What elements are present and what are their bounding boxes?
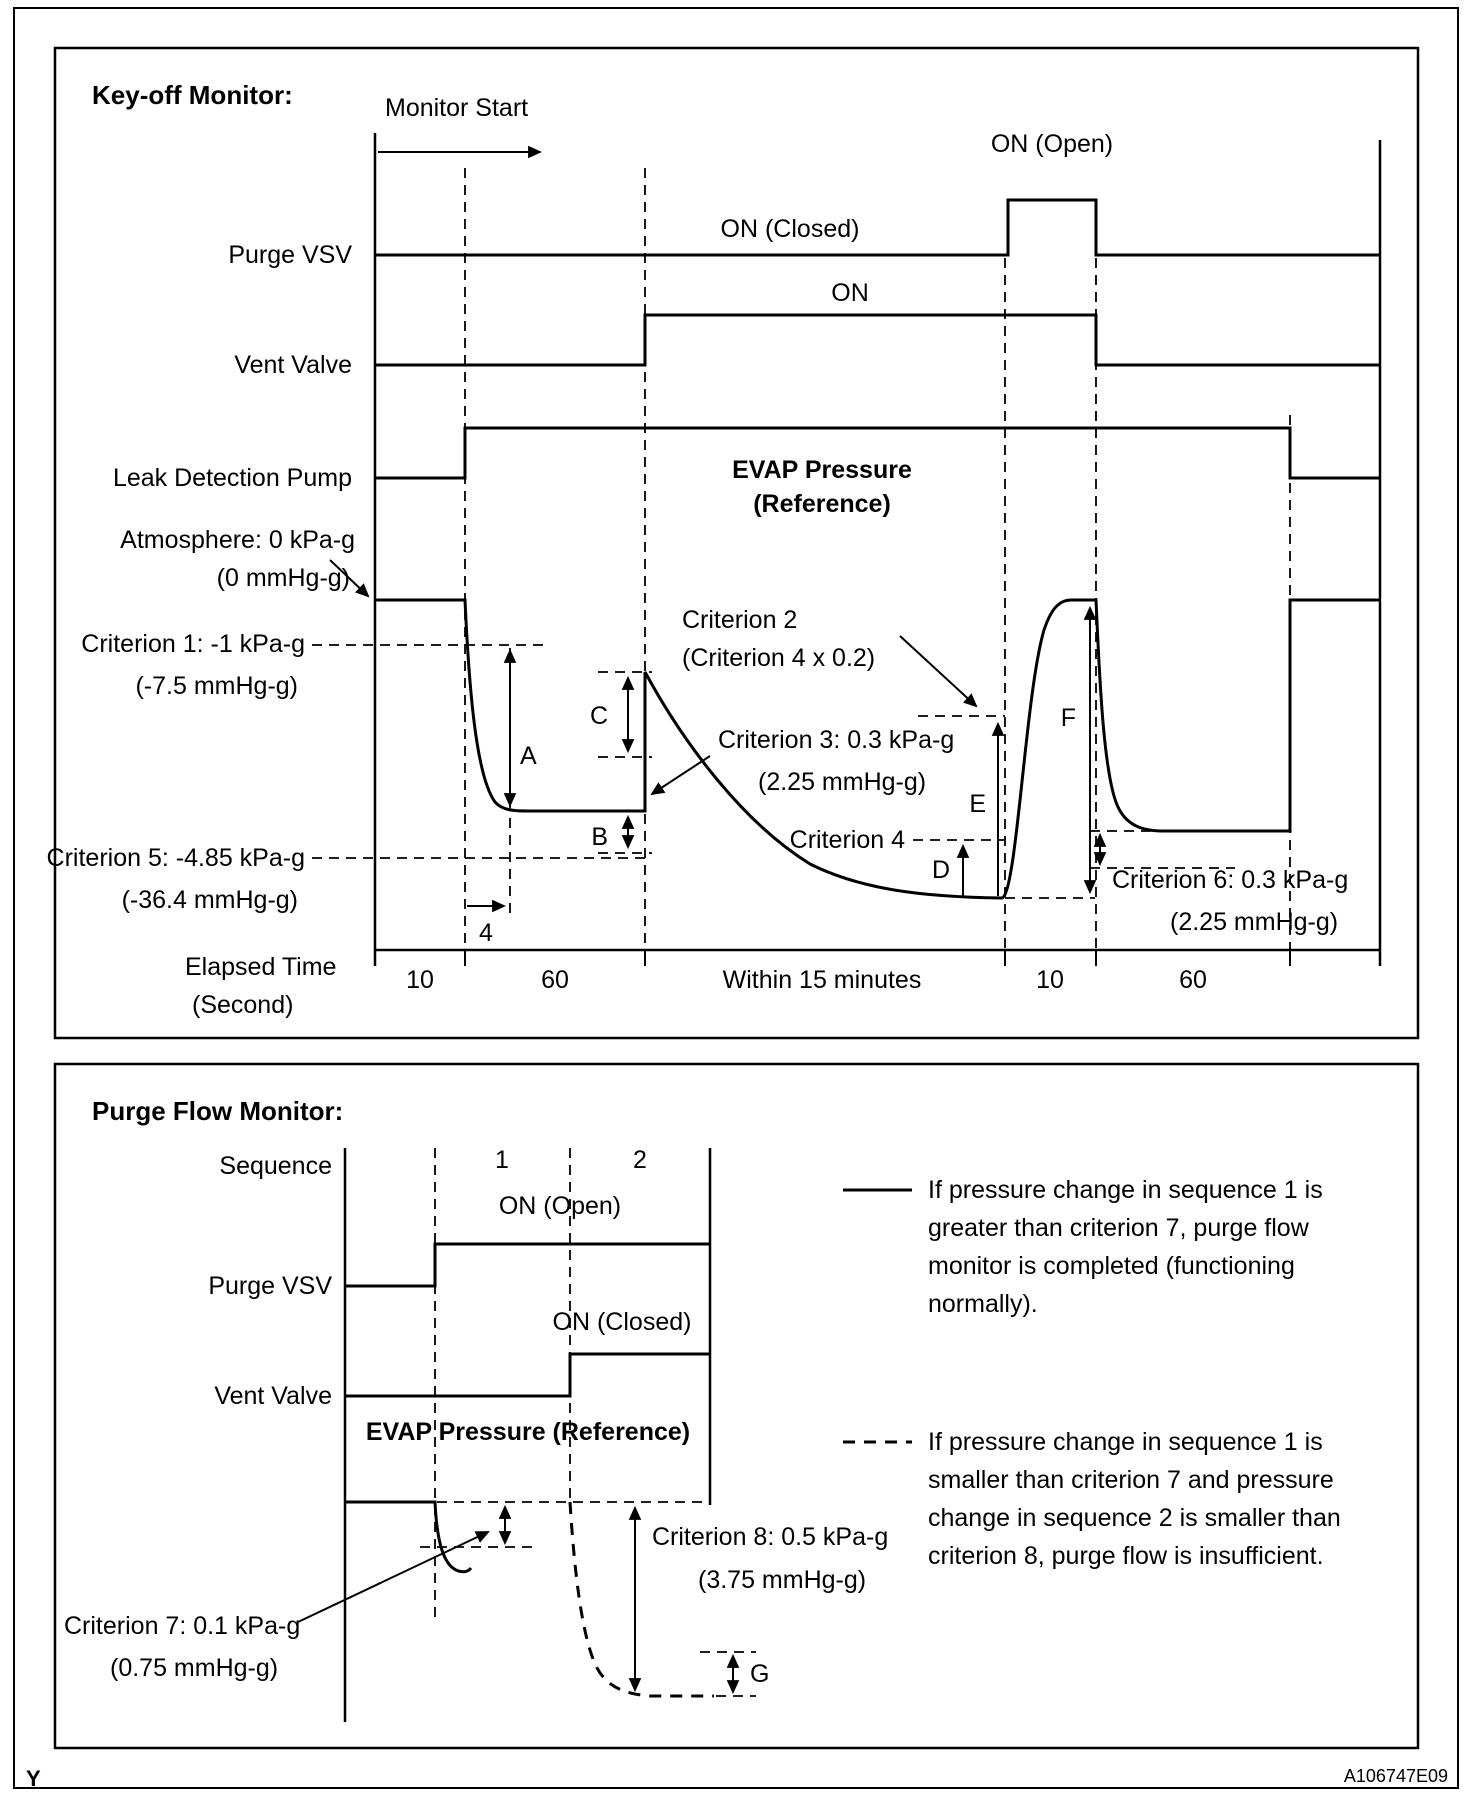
marker-f: F (1060, 704, 1076, 732)
figure-code: A106747E09 (1343, 1766, 1448, 1786)
timeline-seg-1: 60 (541, 966, 569, 994)
criterion3-label-2: (2.25 mmHg-g) (758, 768, 927, 796)
criterion1-label-2: (-7.5 mmHg-g) (135, 672, 298, 700)
elapsed-time-label-2: (Second) (192, 991, 294, 1019)
criterion5-label-1: Criterion 5: -4.85 kPa-g (46, 844, 305, 872)
four-seconds-label: 4 (479, 919, 493, 947)
pf-evap-pressure-title: EVAP Pressure (Reference) (365, 1418, 691, 1446)
purge-vsv-label: Purge VSV (228, 241, 352, 269)
criterion8-label-2: (3.75 mmHg-g) (698, 1566, 867, 1594)
marker-d: D (931, 856, 950, 884)
legend-solid-line-0: If pressure change in sequence 1 is (928, 1176, 1323, 1204)
legend-solid-line-3: normally). (928, 1290, 1038, 1318)
page-marker: Y (26, 1766, 41, 1791)
vent-valve-trace (375, 315, 1380, 365)
sequence-label: Sequence (219, 1152, 332, 1180)
criterion2-arrow (900, 636, 976, 706)
evap-pressure-title-2: (Reference) (753, 490, 891, 518)
timeline-seg-2: Within 15 minutes (722, 966, 922, 994)
marker-g: G (750, 1660, 770, 1688)
pf-vent-valve-trace (345, 1354, 710, 1396)
criterion2-label-1: Criterion 2 (682, 606, 798, 634)
evap-pressure-title-1: EVAP Pressure (732, 456, 912, 484)
legend-dashed-line-3: criterion 8, purge flow is insufficient. (928, 1542, 1324, 1570)
purge-vsv-trace (375, 200, 1380, 255)
timeline-seg-0: 10 (406, 966, 434, 994)
criterion8-label-1: Criterion 8: 0.5 kPa-g (652, 1523, 889, 1551)
elapsed-time-label-1: Elapsed Time (185, 953, 337, 981)
vent-on-label: ON (831, 279, 869, 307)
legend-dashed-line-1: smaller than criterion 7 and pressure (928, 1466, 1334, 1494)
pf-on-closed-label: ON (Closed) (552, 1308, 692, 1336)
criterion5-label-2: (-36.4 mmHg-g) (121, 886, 298, 914)
marker-e: E (969, 790, 986, 818)
legend-solid-line-2: monitor is completed (functioning (928, 1252, 1295, 1280)
monitor-start-label: Monitor Start (385, 94, 529, 122)
criterion4-label: Criterion 4 (789, 826, 905, 854)
marker-a: A (520, 742, 537, 770)
legend-solid-line-1: greater than criterion 7, purge flow (928, 1214, 1309, 1242)
marker-c: C (589, 702, 608, 730)
pf-purge-vsv-label: Purge VSV (208, 1272, 332, 1300)
criterion7-label-2: (0.75 mmHg-g) (110, 1654, 279, 1682)
leak-pump-label: Leak Detection Pump (112, 464, 352, 492)
timeline-seg-4: 60 (1179, 966, 1207, 994)
vent-valve-label: Vent Valve (234, 351, 352, 379)
pf-pressure-solid-trace (345, 1502, 471, 1572)
purge-flow-title: Purge Flow Monitor: (92, 1096, 344, 1126)
sequence-2: 2 (633, 1146, 647, 1174)
criterion1-label-1: Criterion 1: -1 kPa-g (81, 630, 305, 658)
marker-b: B (591, 823, 608, 851)
pf-vent-valve-label: Vent Valve (214, 1382, 332, 1410)
key-off-title: Key-off Monitor: (92, 80, 293, 110)
criterion6-label-1: Criterion 6: 0.3 kPa-g (1112, 866, 1349, 894)
criterion3-arrow (652, 756, 710, 794)
atmosphere-label-2: (0 mmHg-g) (216, 564, 350, 592)
criterion3-label-1: Criterion 3: 0.3 kPa-g (718, 726, 955, 754)
criterion2-label-2: (Criterion 4 x 0.2) (682, 644, 876, 672)
atmosphere-label-1: Atmosphere: 0 kPa-g (120, 526, 355, 554)
legend-dashed-line-0: If pressure change in sequence 1 is (928, 1428, 1323, 1456)
pf-purge-vsv-trace (345, 1244, 710, 1286)
pf-on-open-label: ON (Open) (498, 1192, 622, 1220)
criterion6-label-2: (2.25 mmHg-g) (1170, 908, 1339, 936)
sequence-1: 1 (495, 1146, 509, 1174)
timeline-seg-3: 10 (1036, 966, 1064, 994)
legend-dashed-line-2: change in sequence 2 is smaller than (928, 1504, 1341, 1532)
purge-on-open-label: ON (Open) (990, 130, 1114, 158)
criterion7-label-1: Criterion 7: 0.1 kPa-g (64, 1612, 301, 1640)
purge-on-closed-label: ON (Closed) (720, 215, 860, 243)
